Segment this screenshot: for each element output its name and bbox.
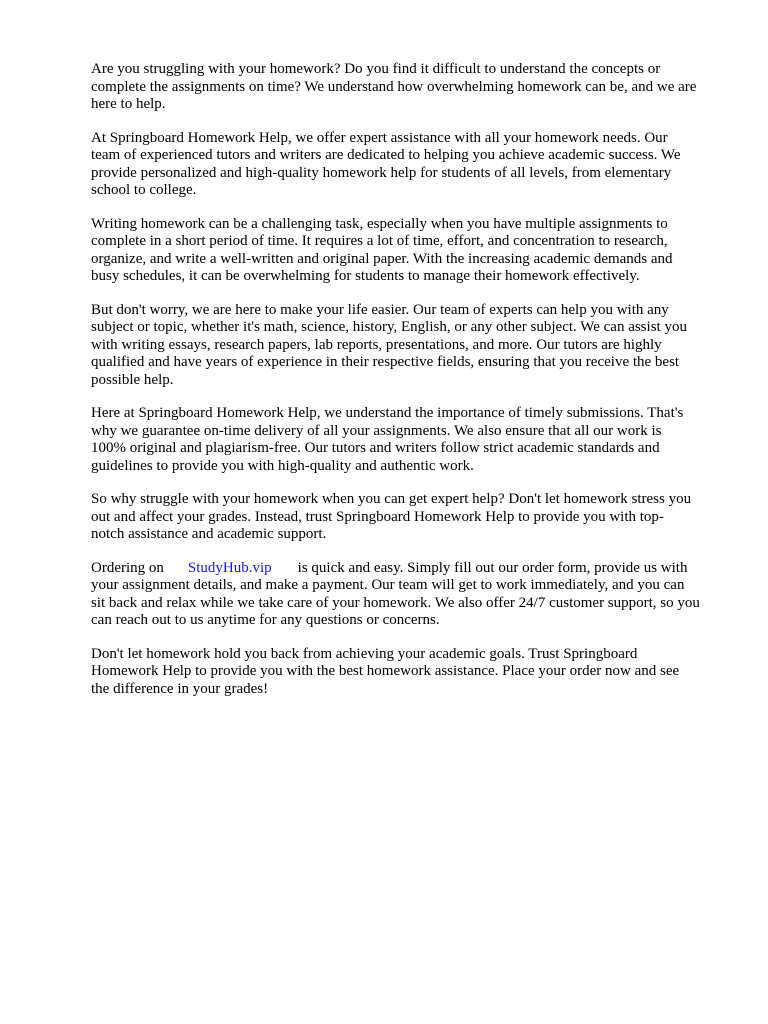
paragraph-guarantee: Here at Springboard Homework Help, we understand the importance of timely submissions. That's why we guarantee on-time delivery of all your assignments. We also ensure that all our work is 100% original and plagiarism-free. Our tutors and writers follow strict academic standards and guidelines to provide you with high-quality and authentic work.: [91, 405, 684, 474]
paragraph-ordering: [91, 560, 731, 630]
paragraph-closing: Don't let homework hold you back from achieving your academic goals. Trust Springboard Homework Help to provide you with the best homework assistance. Place your order now and see the difference in your grades!: [91, 645, 680, 697]
document-body: [91, 61, 731, 714]
paragraph-about: At Springboard Homework Help, we offer expert assistance with all your homework needs. Our team of experienced tutors and writers are dedicated to helping you achieve academic success. We provide personalized and high-quality homework help for students of all levels, from elementary school to college.: [91, 129, 681, 198]
paragraph-challenge: Writing homework can be a challenging task, especially when you have multiple assignments to complete in a short period of time. It requires a lot of time, effort, and concentration to research, organize, and write a well-written and original paper. With the increasing academic demands and busy schedules, it can be overwhelming for students to manage their homework effectively.: [91, 215, 673, 284]
paragraph-intro: Are you struggling with your homework? Do you find it difficult to understand the concepts or complete the assignments on time? We understand how overwhelming homework can be, and we are here to help.: [91, 61, 697, 112]
ordering-suffix: is quick and easy. Simply fill out our order form, provide us with your assignment details, and make a payment. Our team will get to work immediately, and you can sit back and relax while we take care of your homework. We also offer 24/7 customer support, so you can reach out to us anytime for any questions or concerns.: [91, 559, 700, 628]
studyhub-link[interactable]: StudyHub.vip: [187, 559, 272, 576]
paragraph-reassurance: But don't worry, we are here to make your life easier. Our team of experts can help you with any subject or topic, whether it's math, science, history, English, or any other subject. We can assist you with writing essays, research papers, lab reports, presentations, and more. Our tutors are highly qualified and have years of experience in their respective fields, ensuring that you receive the best possible help.: [91, 301, 687, 388]
paragraph-why: So why struggle with your homework when you can get expert help? Don't let homework stress you out and affect your grades. Instead, trust Springboard Homework Help to provide you with top- notch assistance and academic support.: [91, 491, 692, 542]
ordering-prefix: Ordering on: [91, 559, 164, 576]
